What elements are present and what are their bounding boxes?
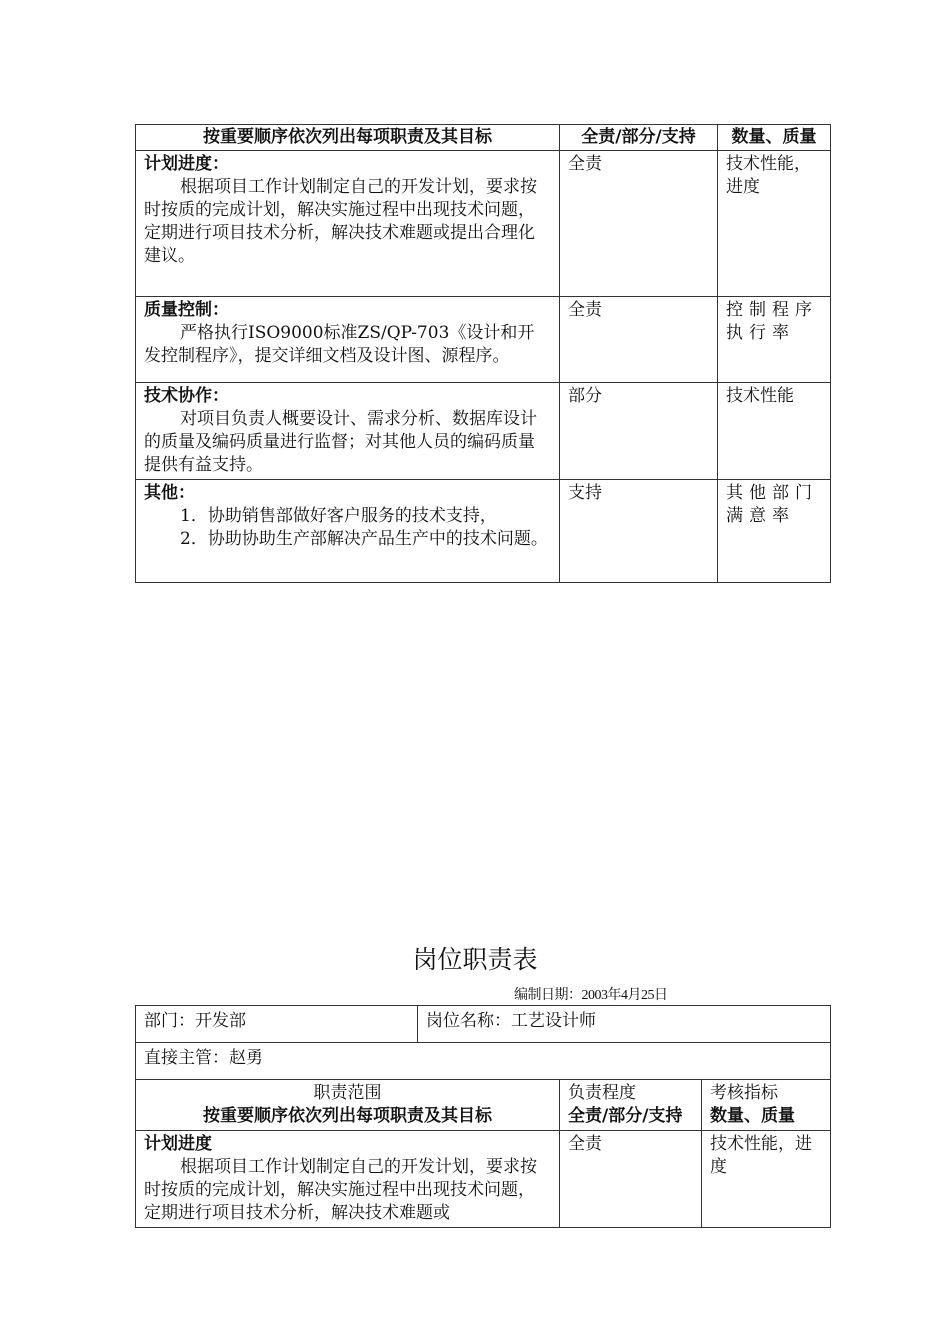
- header-metric: 数量、质量: [718, 125, 831, 151]
- duty-item: 1．协助销售部做好客户服务的技术支持，: [180, 506, 497, 526]
- duty-title: 质量控制：: [144, 300, 229, 320]
- table-row: [136, 1131, 831, 1228]
- header-duties-top: 职责范围: [313, 1083, 382, 1103]
- duty-title: 技术协作：: [144, 386, 229, 406]
- duty-title: 计划进度: [144, 1134, 212, 1154]
- table-row: [136, 480, 831, 583]
- responsibility-cell: 全责: [560, 1131, 702, 1228]
- table-row: [136, 297, 831, 383]
- supervisor-row: [136, 1043, 831, 1080]
- department-cell: 部门：开发部: [136, 1006, 418, 1043]
- responsibility-cell: 全责: [560, 297, 718, 383]
- header-metric-bottom: 数量、质量: [710, 1106, 795, 1126]
- metric-cell: 技术性能，进度: [718, 151, 831, 297]
- responsibility-cell: 全责: [560, 151, 718, 297]
- header-responsibility-top: 负责程度: [568, 1083, 636, 1103]
- duty-cell: [136, 151, 560, 297]
- duty-body: 根据项目工作计划制定自己的开发计划，要求按时按质的完成计划，解决实施过程中出现技术问题，定期进行项目技术分析，解决技术难题或: [144, 1157, 537, 1223]
- metric-cell: 技术性能，进度: [702, 1131, 831, 1228]
- form-header-row: [136, 1080, 831, 1131]
- table-row: [136, 151, 831, 297]
- position-cell: 岗位名称：工艺设计师: [418, 1006, 831, 1043]
- duty-item: 2．协助协助生产部解决产品生产中的技术问题。: [180, 529, 548, 549]
- duty-cell: [136, 480, 560, 583]
- header-metric: [702, 1080, 831, 1131]
- duty-body: 对项目负责人概要设计、需求分析、数据库设计的质量及编码质量进行监督；对其他人员的编码质量提供有益支持。: [144, 409, 537, 475]
- table-row: [136, 383, 831, 480]
- metric-cell: 控制程序执行率: [718, 297, 831, 383]
- table-header-row: [136, 125, 831, 151]
- metric-cell: 其他部门满意率: [718, 480, 831, 583]
- compile-date: 编制日期：2003年4月25日: [514, 988, 668, 1003]
- responsibility-cell: 部分: [560, 383, 718, 480]
- job-duty-form: [135, 1005, 831, 1228]
- header-responsibility: [560, 1080, 702, 1131]
- header-duties-bottom: 按重要顺序依次列出每项职责及其目标: [203, 1106, 492, 1126]
- header-duties: [136, 1080, 560, 1131]
- metric-cell: 技术性能: [718, 383, 831, 480]
- duty-body: 严格执行ISO9000标准ZS/QP-703《设计和开发控制程序》，提交详细文档及设计图、源程序。: [144, 323, 535, 366]
- header-responsibility: 全责/部分/支持: [560, 125, 718, 151]
- duty-cell: [136, 1131, 560, 1228]
- duty-body: 根据项目工作计划制定自己的开发计划，要求按时按质的完成计划，解决实施过程中出现技术问题，定期进行项目技术分析，解决技术难题或提出合理化建议。: [144, 177, 537, 266]
- header-responsibility-bottom: 全责/部分/支持: [568, 1106, 683, 1126]
- duty-cell: [136, 297, 560, 383]
- header-metric-top: 考核指标: [710, 1083, 778, 1103]
- supervisor-cell: 直接主管：赵勇: [136, 1043, 831, 1080]
- department-row: [136, 1006, 831, 1043]
- duty-cell: [136, 383, 560, 480]
- duty-title: 其他：: [144, 483, 195, 503]
- responsibility-cell: 支持: [560, 480, 718, 583]
- responsibility-table: [135, 124, 831, 583]
- duty-title: 计划进度：: [144, 154, 229, 174]
- page-title: 岗位职责表: [412, 945, 538, 974]
- header-duties: 按重要顺序依次列出每项职责及其目标: [136, 125, 560, 151]
